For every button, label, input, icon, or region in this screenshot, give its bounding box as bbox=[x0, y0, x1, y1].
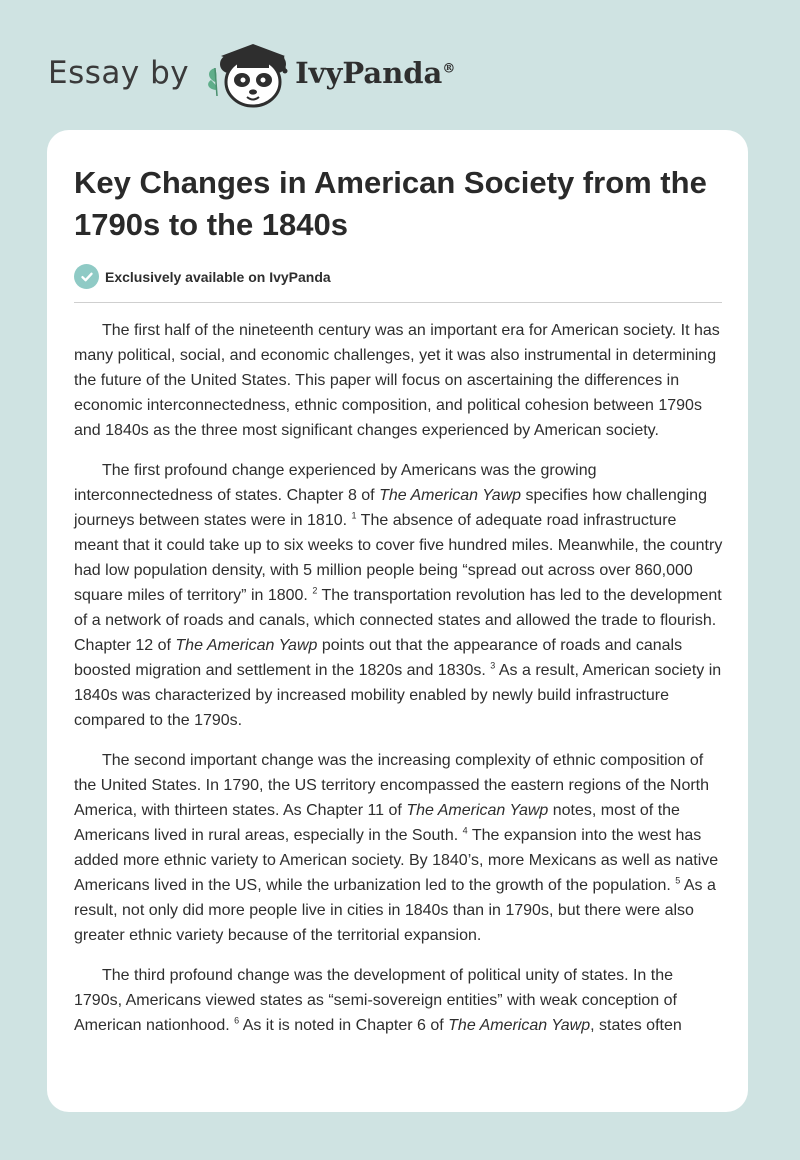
text-run: As a result, American society in 1840s was characterized by increased mobility enabled by newly build infrastructure compared to the 1790s. bbox=[74, 662, 722, 729]
book-title: The American Yawp bbox=[406, 802, 549, 819]
text-run: , states often bbox=[590, 1017, 682, 1034]
text-run: As it is noted in Chapter 6 of bbox=[239, 1017, 449, 1034]
text-run: The expansion into the west has added more ethnic variety to American society. By 1840’s, more Mexicans as well as native Americans lived in the US, while the urbanization led to the growth of the population. bbox=[74, 827, 719, 894]
footnote-ref: 5 bbox=[675, 875, 681, 886]
brand-name bbox=[295, 56, 455, 90]
text-run: notes, most of the Americans lived in rural areas, especially in the South. bbox=[74, 802, 680, 844]
brand-header bbox=[48, 38, 455, 108]
book-title: The American Yawp bbox=[379, 487, 522, 504]
paragraph-3 bbox=[74, 748, 724, 948]
essay-card bbox=[47, 130, 748, 1112]
page-title: Key Changes in American Society from the 1790s to the 1840s bbox=[74, 165, 707, 242]
book-title: The American Yawp bbox=[448, 1017, 591, 1034]
text-run: points out that the appearance of roads and canals boosted migration and settlement in the 1820s and 1830s. bbox=[74, 637, 683, 679]
paragraph-4 bbox=[74, 963, 724, 1038]
paragraph-1: The first half of the nineteenth century was an important era for American society. It has many political, social, and economic challenges, yet it was also instrumental in determining the future of the United States. This paper will focus on ascertaining the differences in economic interconnectedness, ethnic composition, and political cohesion between 1790s and 1840s as the three most significant changes experienced by American society. bbox=[74, 322, 720, 439]
text-run: The absence of adequate road infrastructure meant that it could take up to six weeks to cover five hundred miles. Meanwhile, the country had low population density, with 5 million people being “spread out across over 860,000 square miles of territory” in 1800. bbox=[74, 512, 723, 604]
text-run: The third profound change was the development of political unity of states. In the 1790s, Americans viewed states as “semi-sovereign entities” with weak conception of American nationhood. bbox=[74, 967, 677, 1034]
text-run: specifies how challenging journeys between states were in 1810. bbox=[74, 487, 707, 529]
check-icon bbox=[74, 264, 99, 289]
footnote-ref: 2 bbox=[312, 585, 318, 596]
text-run: The transportation revolution has led to the development of a network of roads and canals, which connected states and allowed the trade to flourish. Chapter 12 of bbox=[74, 587, 722, 654]
registered-mark: ® bbox=[442, 61, 456, 77]
footnote-ref: 1 bbox=[351, 510, 357, 521]
divider bbox=[74, 302, 722, 303]
footnote-ref: 3 bbox=[490, 660, 496, 671]
brand-name-text: IvyPanda bbox=[295, 56, 443, 90]
exclusive-badge bbox=[74, 264, 331, 289]
essay-body bbox=[74, 318, 724, 1053]
text-run: The second important change was the increasing complexity of ethnic composition of the United States. In 1790, the US territory encompassed the eastern regions of the North America, with thirteen states. As Chapter 11 of bbox=[74, 752, 710, 819]
footnote-ref: 6 bbox=[234, 1015, 240, 1026]
badge-text: Exclusively available on IvyPanda bbox=[105, 268, 331, 285]
text-run: As a result, not only did more people live in cities in 1840s than in 1790s, but there were also greater ethnic variety because of the territorial expansion. bbox=[74, 877, 716, 944]
brand-prefix: Essay by bbox=[48, 55, 190, 91]
book-title: The American Yawp bbox=[175, 637, 318, 654]
panda-graduate-icon bbox=[203, 38, 293, 108]
footnote-ref: 4 bbox=[462, 825, 468, 836]
text-run: The first profound change experienced by Americans was the growing interconnectedness of states. Chapter 8 of bbox=[74, 462, 597, 504]
paragraph-2 bbox=[74, 458, 724, 733]
